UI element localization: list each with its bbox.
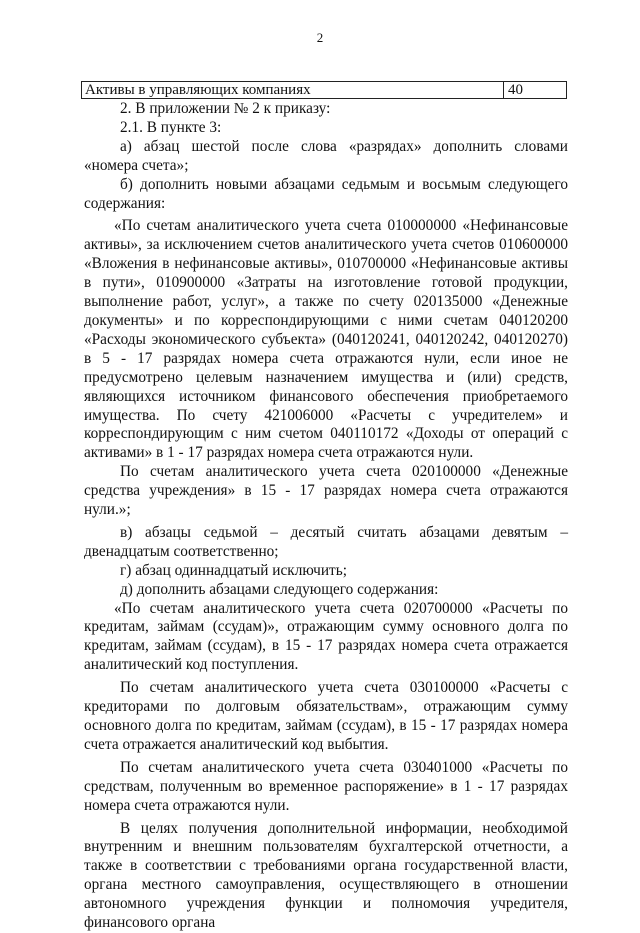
paragraph-d: д) дополнить абзацами следующего содержания: xyxy=(120,580,439,598)
assets-table-row xyxy=(81,81,567,99)
paragraph-g: г) абзац одиннадцатый исключить; xyxy=(120,561,347,579)
paragraph-point-2-1: 2.1. В пункте 3: xyxy=(120,118,222,136)
table-row-value: 40 xyxy=(508,82,523,98)
page-number: 2 xyxy=(316,30,324,45)
paragraph-c: в) абзацы седьмой – десятый считать абзацами девятым – двенадцатым соответственно; xyxy=(84,523,568,560)
table-row-label: Активы в управляющих компаниях xyxy=(82,82,504,98)
paragraph-quote-nonfinancial-assets: «По счетам аналитического учета счета 010000000 «Нефинансовые активы», за исключением счетов аналитического учета счетов 010600000 «Вложения в нефинансовые активы», 010700000 «Нефинансовые активы в пути», 010900000 «Затраты на изготовление готовой продукции, выполнение работ, услуг», а также по счету 020135000 «Денежные документы» и по корреспондирующими с ними счетам 040120200 «Расходы экономического субъекта» (040120241, 040120242, 040120270) в 5 - 17 разрядах номера счета отражаются нули, если иное не предусмотрено целевым назначением имущества и (или) средств, являющихся источником финансового обеспечения приобретаемого имущества. По счету 421006000 «Расчеты с учредителем» и корреспондирующим с ним счетом 040110172 «Доходы от операций с активами» в 1 - 17 разрядах номера счета отражаются нули. xyxy=(84,217,568,462)
paragraph-cash-accounts: По счетам аналитического учета счета 020100000 «Денежные средства учреждения» в 15 - 17 разрядах номера счета отражаются нули.»; xyxy=(84,463,568,519)
document-body xyxy=(84,100,568,933)
paragraph-a: а) абзац шестой после слова «разрядах» дополнить словами «номера счета»; xyxy=(84,137,568,174)
paragraph-temporary-funds: По счетам аналитического учета счета 030401000 «Расчеты по средствам, полученным во временное распоряжение» в 1 - 17 разрядах номера счета отражаются нули. xyxy=(84,758,568,814)
paragraph-b: б) дополнить новыми абзацами седьмым и восьмым следующего содержания: xyxy=(84,175,568,212)
paragraph-quote-loans: «По счетам аналитического учета счета 020700000 «Расчеты по кредитам, займам (ссудам)», отражающим сумму основного долга по кредитам, займам (ссудам), в 15 - 17 разрядах номера счета отражается аналитический код поступления. xyxy=(84,599,568,674)
paragraph-additional-information: В целях получения дополнительной информации, необходимой внутренним и внешним пользователям бухгалтерской отчетности, а также в соответствии с требованиями органа государственной власти, органа местного самоуправления, осуществляющего в отношении автономного учреждения функции и полномочия учредителя, финансового органа xyxy=(84,819,568,932)
paragraph-appendix-2: 2. В приложении № 2 к приказу: xyxy=(120,100,331,117)
paragraph-creditors: По счетам аналитического учета счета 030100000 «Расчеты с кредиторами по долговым обязательствам», отражающим сумму основного долга по кредитам, займам (ссудам), в 15 - 17 разрядах номера счета отражается аналитический код выбытия. xyxy=(84,679,568,753)
